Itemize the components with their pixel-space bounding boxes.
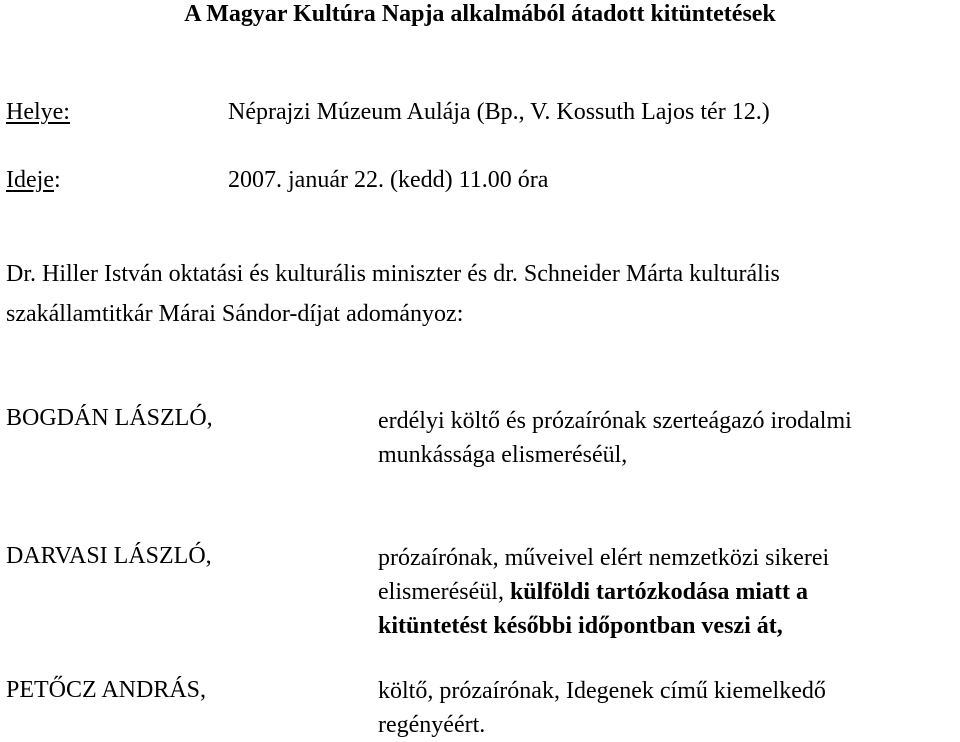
intro-line-1: Dr. Hiller István oktatási és kulturális miniszter és dr. Schneider Márta kulturális [6, 261, 780, 287]
award-description [378, 541, 958, 643]
time-label-colon: : [53, 167, 61, 193]
intro-line-2: szakállamtitkár Márai Sándor-díjat adományoz: [6, 301, 464, 327]
award-name: BOGDÁN LÁSZLÓ, [6, 405, 213, 431]
award-description-line: munkássága elismeréséül, [378, 442, 628, 468]
intro-paragraph [6, 254, 958, 334]
award-description-emphasis: külföldi tartózkodása miatt a [509, 579, 808, 605]
place-value: Néprajzi Múzeum Aulája (Bp., V. Kossuth Lajos tér 12.) [228, 99, 770, 125]
time-value: 2007. január 22. (kedd) 11.00 óra [228, 167, 549, 193]
award-description-line [378, 575, 958, 609]
award-description-text: elismeréséül, [378, 579, 510, 605]
award-description [378, 404, 958, 472]
award-name: DARVASI LÁSZLÓ, [6, 543, 212, 569]
award-description-line: regényéért. [378, 712, 486, 738]
time-label [6, 164, 61, 196]
time-label-text: Ideje [6, 167, 54, 193]
award-description-line: költő, prózaírónak, Idegenek című kiemelkedő [378, 678, 826, 704]
award-description-emphasis: kitüntetést későbbi időpontban veszi át, [378, 613, 783, 639]
award-description-line: prózaírónak, műveivel elért nemzetközi sikerei [378, 545, 830, 571]
award-name: PETŐCZ ANDRÁS, [6, 677, 207, 703]
award-description-line: erdélyi költő és prózaírónak szerteágazó irodalmi [378, 408, 852, 434]
document-title: A Magyar Kultúra Napja alkalmából átadott kitüntetések [184, 1, 776, 27]
place-label: Helye: [6, 99, 70, 125]
award-description [378, 674, 958, 742]
